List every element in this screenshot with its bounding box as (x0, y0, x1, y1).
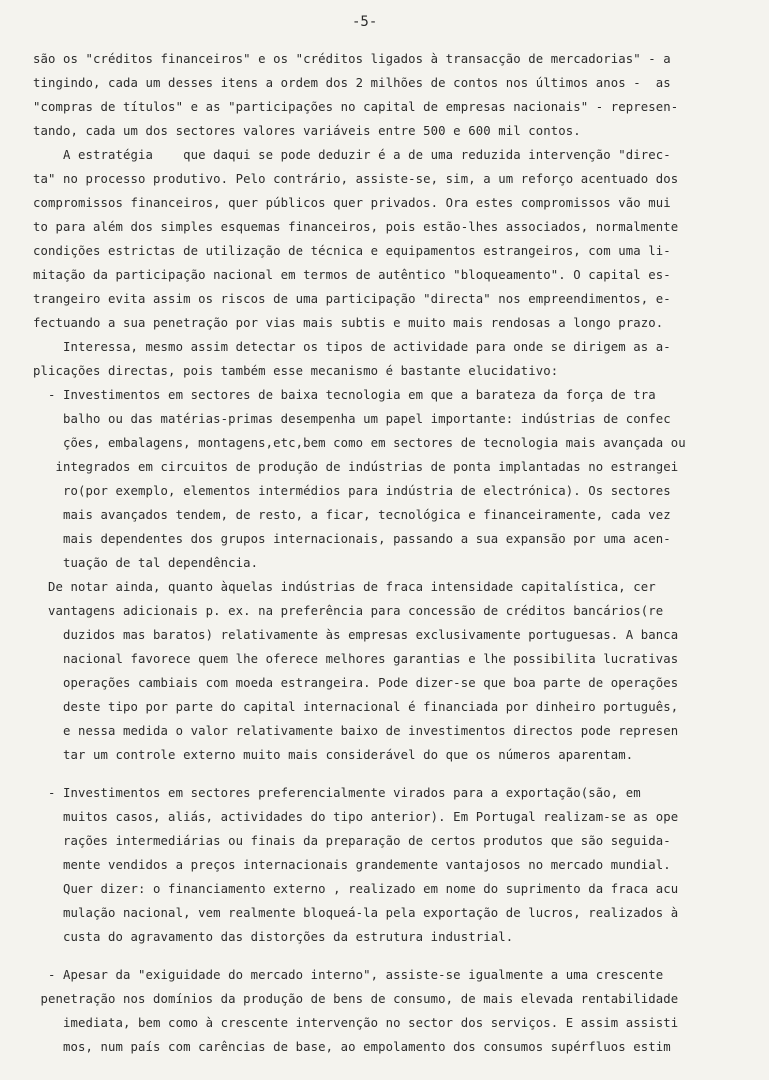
text-line: muitos casos, aliás, actividades do tipo anterior). Em Portugal realizam-se as ope (33, 810, 679, 824)
text-line: e nessa medida o valor relativamente baixo de investimentos directos pode represen (33, 724, 679, 738)
text-line: operações cambiais com moeda estrangeira. Pode dizer-se que boa parte de operações (33, 676, 679, 690)
text-line: - Apesar da "exiguidade do mercado interno", assiste-se igualmente a uma crescente (33, 968, 664, 982)
text-line: fectuando a sua penetração por vias mais subtis e muito mais rendosas a longo prazo. (33, 316, 664, 330)
text-line: balho ou das matérias-primas desempenha um papel importante: indústrias de confec (33, 412, 671, 426)
text-line: ta" no processo produtivo. Pelo contrário, assiste-se, sim, a um reforço acentuado dos (33, 172, 679, 186)
text-line: Quer dizer: o financiamento externo , realizado em nome do suprimento da fraca acu (33, 882, 679, 896)
text-line: De notar ainda, quanto àquelas indústrias de fraca intensidade capitalística, cer (33, 580, 656, 594)
text-line: penetração nos domínios da produção de bens de consumo, de mais elevada rentabilidade (33, 992, 679, 1006)
text-line: tuação de tal dependência. (33, 556, 259, 570)
text-line: mulação nacional, vem realmente bloqueá-la pela exportação de lucros, realizados à (33, 906, 679, 920)
text-line: deste tipo por parte do capital internacional é financiada por dinheiro português, (33, 700, 679, 714)
text-line: plicações directas, pois também esse mecanismo é bastante elucidativo: (33, 364, 559, 378)
text-line: "compras de títulos" e as "participações no capital de empresas nacionais" - represen- (33, 100, 679, 114)
text-line: mos, num país com carências de base, ao empolamento dos consumos supérfluos estim (33, 1040, 671, 1054)
text-line: imediata, bem como à crescente intervenção no sector dos serviços. E assim assisti (33, 1016, 679, 1030)
text-line: mais dependentes dos grupos internacionais, passando a sua expansão por uma acen- (33, 532, 671, 546)
text-line: custa do agravamento das distorções da estrutura industrial. (33, 930, 514, 944)
text-line: - Investimentos em sectores preferencialmente virados para a exportação(são, em (33, 786, 641, 800)
text-line: compromissos financeiros, quer públicos quer privados. Ora estes compromissos vão mui (33, 196, 671, 210)
text-line: integrados em circuitos de produção de indústrias de ponta implantadas no estrangei (33, 460, 679, 474)
text-line: vantagens adicionais p. ex. na preferência para concessão de créditos bancários(re (33, 604, 664, 618)
text-line: ções, embalagens, montagens,etc,bem como em sectores de tecnologia mais avançada ou (33, 436, 686, 450)
text-line: tingindo, cada um desses itens a ordem dos 2 milhões de contos nos últimos anos - as (33, 76, 671, 90)
text-line: trangeiro evita assim os riscos de uma participação "directa" nos empreendimentos, e- (33, 292, 671, 306)
text-line: tando, cada um dos sectores valores variáveis entre 500 e 600 mil contos. (33, 124, 581, 138)
text-line: duzidos mas baratos) relativamente às empresas exclusivamente portuguesas. A banca (33, 628, 679, 642)
text-line: - Investimentos em sectores de baixa tecnologia em que a barateza da força de tra (33, 388, 656, 402)
text-line: ro(por exemplo, elementos intermédios para indústria de electrónica). Os sectores (33, 484, 671, 498)
text-line: nacional favorece quem lhe oferece melhores garantias e lhe possibilita lucrativas (33, 652, 679, 666)
text-line: mais avançados tendem, de resto, a ficar, tecnológica e financeiramente, cada vez (33, 508, 671, 522)
text-line: Interessa, mesmo assim detectar os tipos de actividade para onde se dirigem as a- (33, 340, 671, 354)
text-line: A estratégia que daqui se pode deduzir é a de uma reduzida intervenção "direc- (33, 148, 671, 162)
text-line: tar um controle externo muito mais considerável do que os números aparentam. (33, 748, 634, 762)
text-line: to para além dos simples esquemas financeiros, pois estão-lhes associados, normalmente (33, 220, 679, 234)
text-line: são os "créditos financeiros" e os "créditos ligados à transacção de mercadorias" - a (33, 52, 671, 66)
text-line: mitação da participação nacional em termos de autêntico "bloqueamento". O capital es- (33, 268, 671, 282)
text-line: rações intermediárias ou finais da preparação de certos produtos que são seguida- (33, 834, 671, 848)
text-line: mente vendidos a preços internacionais grandemente vantajosos no mercado mundial. (33, 858, 671, 872)
page-number: -5- (352, 14, 378, 30)
text-line: condições estrictas de utilização de técnica e equipamentos estrangeiros, com uma li- (33, 244, 671, 258)
